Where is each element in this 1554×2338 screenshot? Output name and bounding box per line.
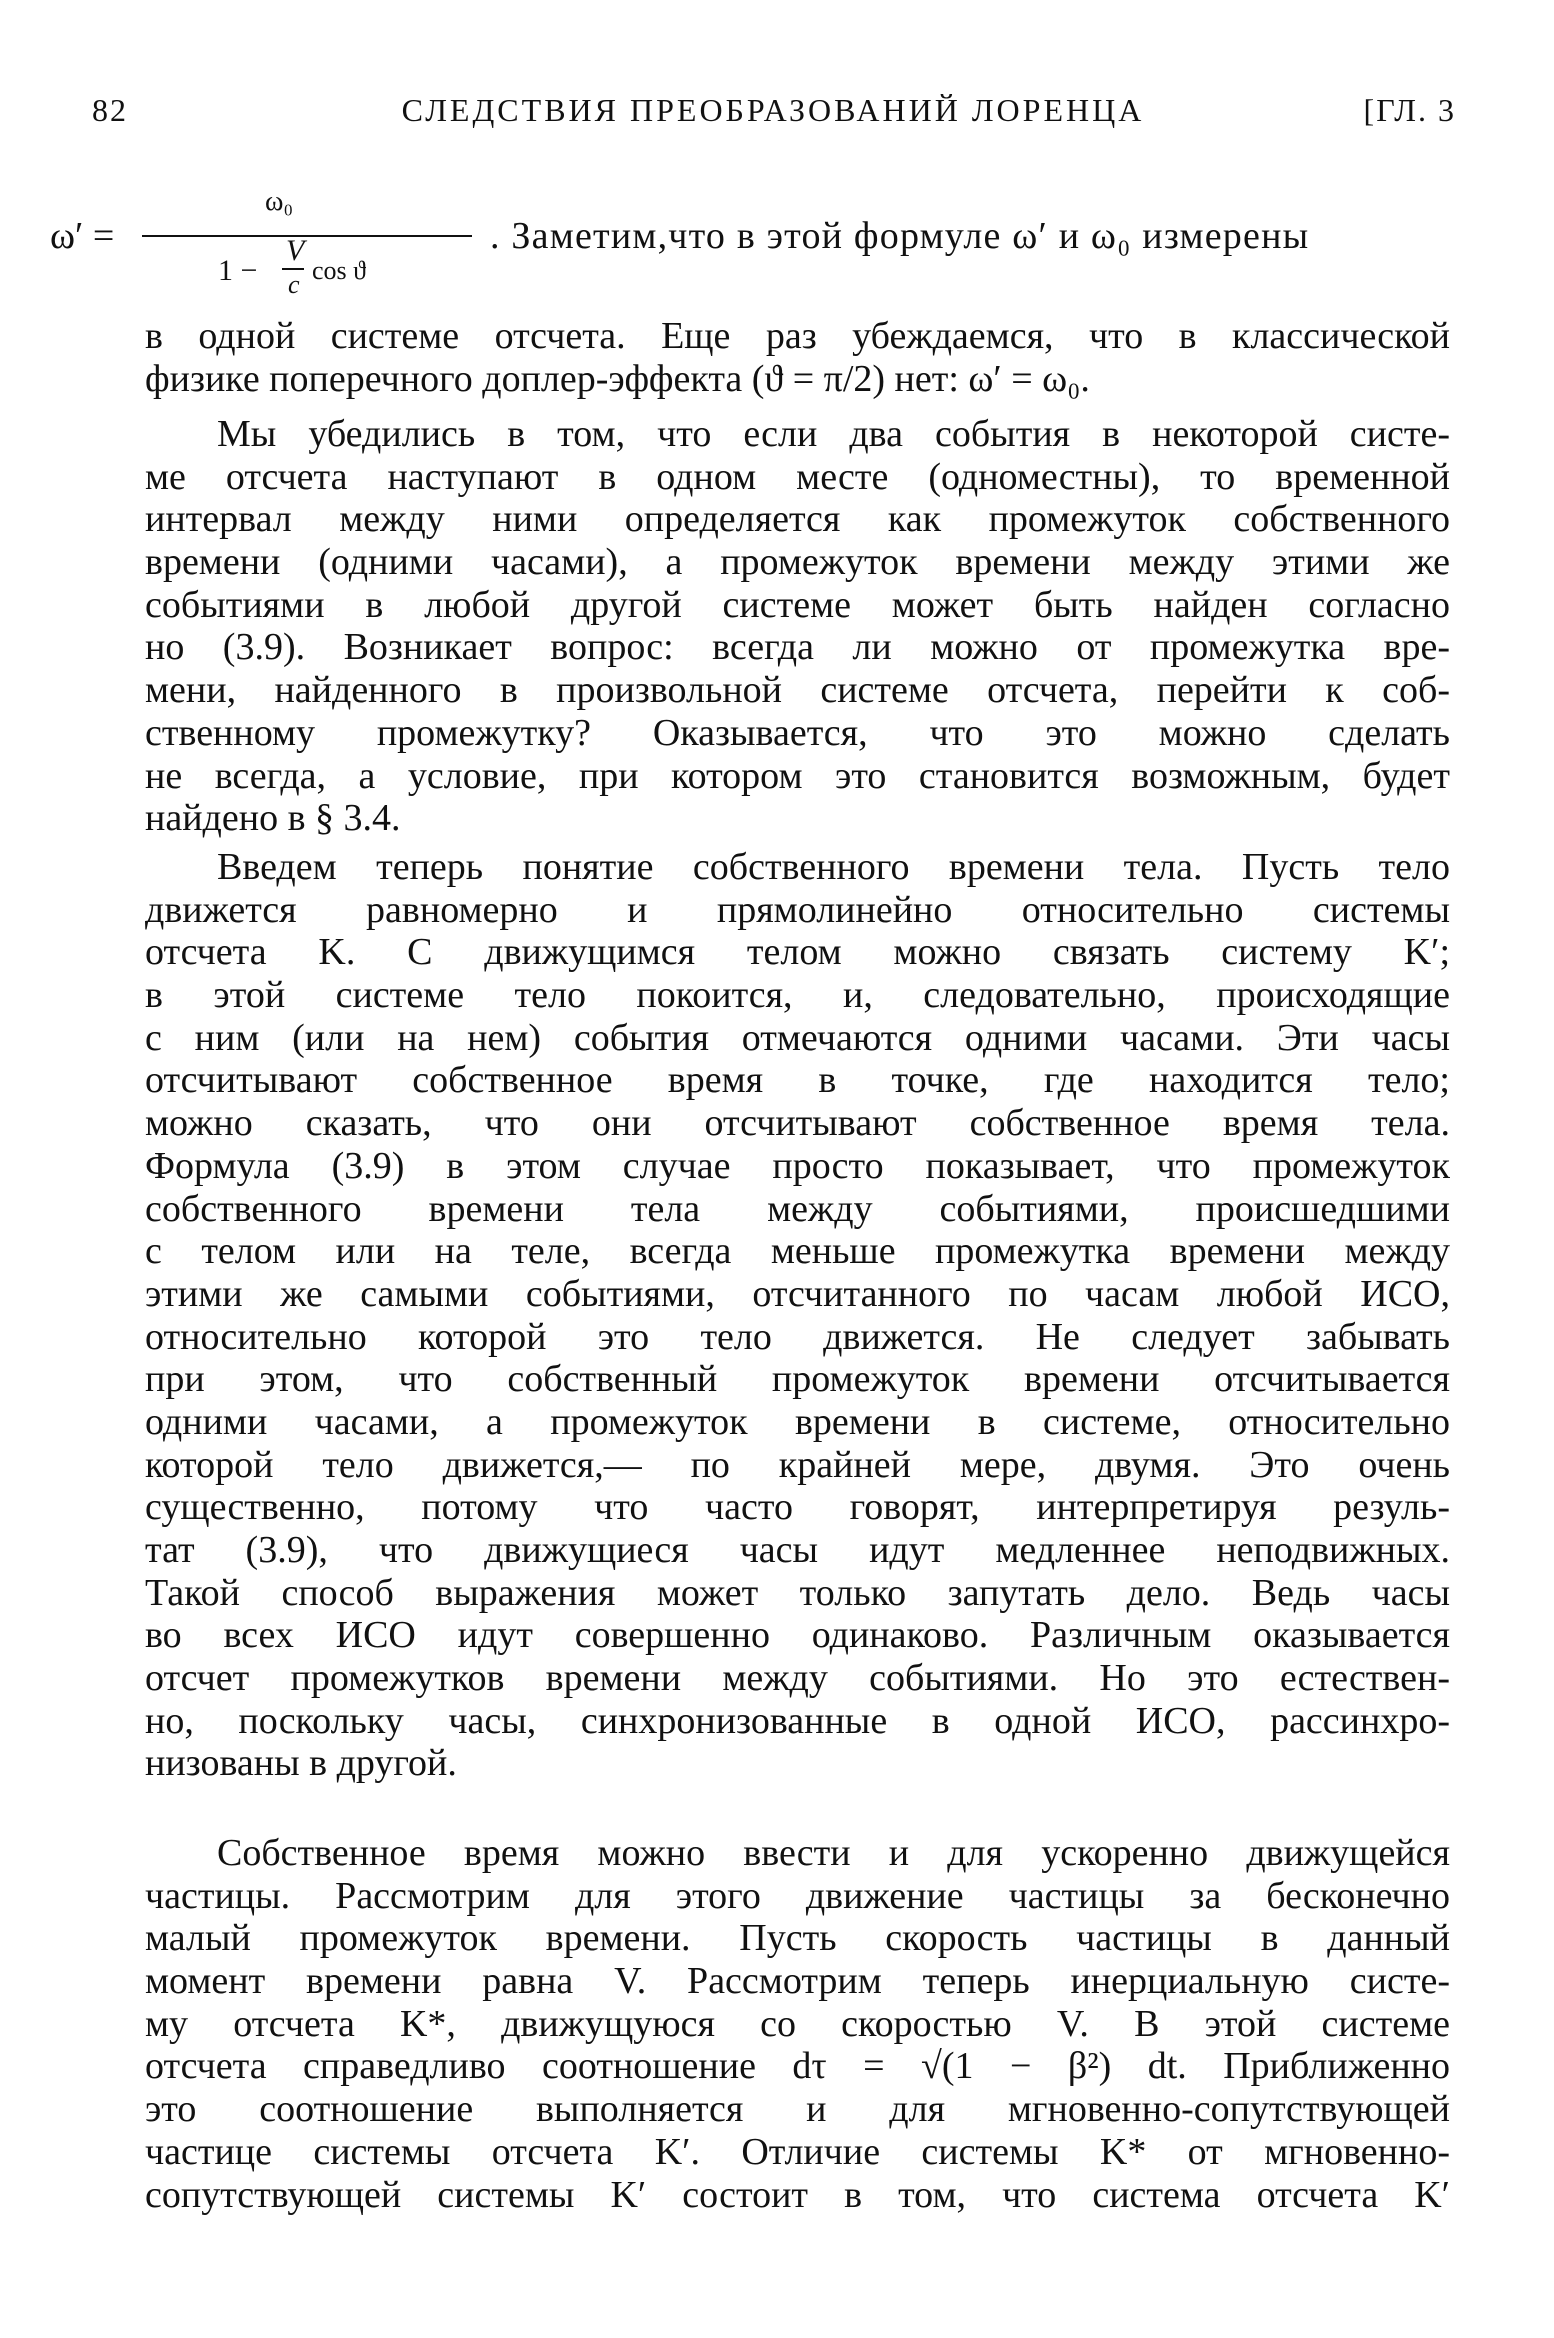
text-line: мени, найденного в произвольной системе отсчета, перейти к соб- [145,669,1450,712]
text-line: отсчета K. С движущимся телом можно связать систему K′; [145,931,1450,974]
text-line: интервал между ними определяется как промежуток собственного [145,498,1450,541]
text-line: малый промежуток времени. Пусть скорость частицы в данный [145,1917,1450,1960]
text-line: движется равномерно и прямолинейно относительно системы [145,888,1450,931]
running-title: СЛЕДСТВИЯ ПРЕОБРАЗОВАНИЙ ЛОРЕНЦА [401,92,1145,128]
text-line: этими же самыми событиями, отсчитанного по часам любой ИСО, [145,1272,1450,1315]
doppler-formula [50,186,1460,306]
paragraph-2 [145,413,1450,840]
text-line: с телом или на теле, всегда меньше промежутка времени между [145,1230,1450,1273]
text-line: Собственное время можно ввести и для ускоренно движущейся [217,1832,1450,1874]
fraction-bar [142,235,472,237]
text-line: ме отсчета наступают в одном месте (одноместны), то временной [145,455,1450,498]
formula-denominator-one: 1 − [218,254,258,287]
text-line: отсчета справедливо соотношение dτ = √(1 − β²) dt. Приближенно [145,2045,1450,2088]
text-line: при этом, что собственный промежуток времени отсчитывается [145,1358,1450,1401]
text-line: существенно, потому что часто говорят, интерпретируя резуль- [145,1486,1450,1529]
formula-trailing-text: . Заметим,что в этой формуле ω′ и ω₀ измерены [490,215,1310,257]
formula-numerator: ω₀ [265,186,294,217]
text-line: можно сказать, что они отсчитывают собственное время тела. [145,1102,1450,1145]
text-line: это соотношение выполняется и для мгновенно-сопутствующей [145,2088,1450,2131]
text-line: с ним (или на нем) события отмечаются одними часами. Эти часы [145,1016,1450,1059]
text-line: ственному промежутку? Оказывается, что это можно сделать [145,711,1450,754]
text-line: событиями в любой другой системе может быть найден согласно [145,583,1450,626]
formula-c: c [288,270,300,299]
text-line: частице системы отсчета K′. Отличие системы K* от мгновенно- [145,2130,1450,2173]
text-line: во всех ИСО идут совершенно одинаково. Различным оказывается [145,1614,1450,1657]
text-line: Мы убедились в том, что если два события в некоторой систе- [217,413,1450,455]
page-number: 82 [92,92,128,128]
text-line: сопутствующей системы K′ состоит в том, что система отсчета K′ [145,2173,1450,2216]
text-line: но (3.9). Возникает вопрос: всегда ли можно от промежутка вре- [145,626,1450,669]
text-line: отсчет промежутков времени между событиями. Но это естествен- [145,1657,1450,1700]
text-line: но, поскольку часы, синхронизованные в одной ИСО, рассинхро- [145,1699,1450,1742]
text-line: времени (одними часами), а промежуток времени между этими же [145,541,1450,584]
paragraph-1 [145,315,1450,400]
text-line: Такой способ выражения может только запутать дело. Ведь часы [145,1571,1450,1614]
text-line: которой тело движется,— по крайней мере, двумя. Это очень [145,1443,1450,1486]
text-line: Формула (3.9) в этом случае просто показывает, что промежуток [145,1144,1450,1187]
text-line: в одной системе отсчета. Еще раз убеждаемся, что в классической [145,315,1450,357]
text-line: найдено в § 3.4. [145,797,401,840]
text-line: в этой системе тело покоится, и, следовательно, происходящие [145,974,1450,1017]
text-line: частицы. Рассмотрим для этого движение частицы за бесконечно [145,1874,1450,1917]
text-line: физике поперечного доплер-эффекта (ϑ = π/2) нет: ω′ = ω₀. [145,357,1090,400]
chapter-label: [ГЛ. 3 [1363,92,1456,128]
text-line: отсчитывают собственное время в точке, где находится тело; [145,1059,1450,1102]
formula-cos: cos ϑ [312,256,367,285]
text-line: не всегда, а условие, при котором это становится возможным, будет [145,754,1450,797]
text-line: момент времени равна V. Рассмотрим теперь инерциальную систе- [145,1960,1450,2003]
text-line: Введем теперь понятие собственного времени тела. Пусть тело [217,846,1450,888]
paragraph-4 [145,1832,1450,2216]
text-line: низованы в другой. [145,1742,457,1785]
text-line: тат (3.9), что движущиеся часы идут медленнее неподвижных. [145,1529,1450,1571]
text-line: собственного времени тела между событиями, происшедшими [145,1187,1450,1230]
text-line: одними часами, а промежуток времени в системе, относительно [145,1400,1450,1443]
formula-lhs: ω′ = [50,215,115,257]
text-line: относительно которой это тело движется. Не следует забывать [145,1315,1450,1358]
formula-v: V [286,234,305,267]
paragraph-3 [145,846,1450,1785]
text-line: му отсчета K*, движущуюся со скоростью V. В этой системе [145,2002,1450,2045]
